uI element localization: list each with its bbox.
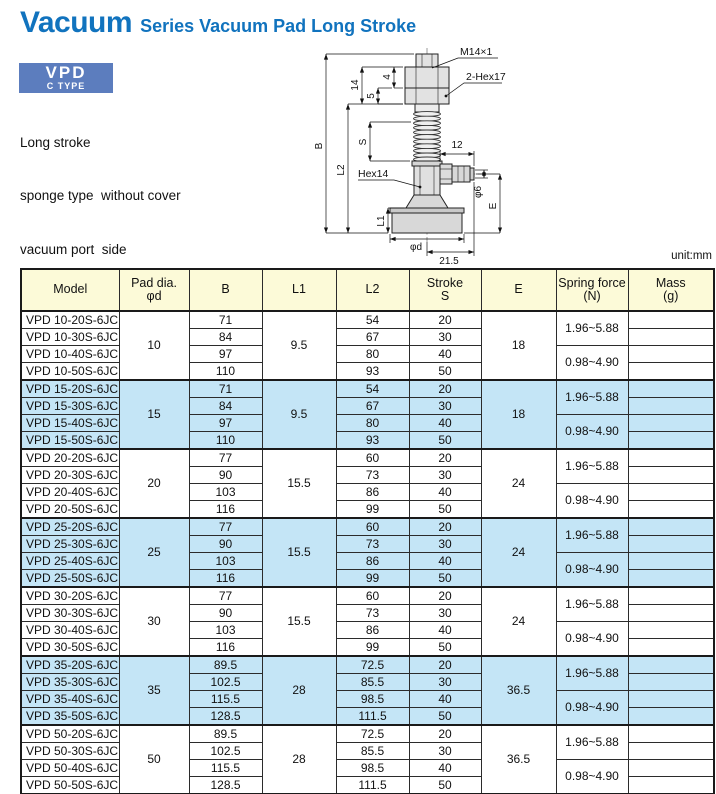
cell-l2: 73: [336, 605, 409, 622]
cell-pad-dia: 30: [119, 587, 189, 656]
cell-stroke: 50: [409, 363, 481, 381]
cell-spring-force: 0.98~4.90: [556, 760, 628, 794]
cell-model: VPD 10-20S-6JC: [21, 311, 119, 329]
dim-label-l2: L2: [336, 164, 347, 176]
cell-stroke: 40: [409, 553, 481, 570]
table-row: [21, 380, 714, 398]
cell-e: 18: [481, 380, 556, 449]
cell-l2: 67: [336, 398, 409, 415]
cell-stroke: 20: [409, 311, 481, 329]
cell-model: VPD 20-40S-6JC: [21, 484, 119, 501]
dim-label-s: S: [358, 138, 369, 146]
cell-mass: [628, 553, 714, 570]
cell-l2: 54: [336, 380, 409, 398]
cell-pad-dia: 25: [119, 518, 189, 587]
cell-b: 84: [189, 329, 262, 346]
cell-l2: 73: [336, 536, 409, 553]
cell-model: VPD 30-50S-6JC: [21, 639, 119, 657]
cell-mass: [628, 398, 714, 415]
cell-l2: 111.5: [336, 708, 409, 726]
cell-stroke: 30: [409, 605, 481, 622]
series-badge: [19, 63, 113, 93]
spec-table: [20, 268, 715, 794]
cell-l2: 60: [336, 587, 409, 605]
cell-mass: [628, 536, 714, 553]
cell-mass: [628, 587, 714, 605]
cell-model: VPD 20-50S-6JC: [21, 501, 119, 519]
table-row: [21, 656, 714, 674]
cell-mass: [628, 777, 714, 794]
cell-l2: 72.5: [336, 725, 409, 743]
technical-drawing: [312, 34, 708, 266]
cell-stroke: 30: [409, 398, 481, 415]
cell-stroke: 50: [409, 639, 481, 657]
cell-mass: [628, 656, 714, 674]
cell-l2: 85.5: [336, 743, 409, 760]
cell-l2: 73: [336, 467, 409, 484]
cell-stroke: 30: [409, 467, 481, 484]
cell-stroke: 20: [409, 587, 481, 605]
cell-spring-force: 0.98~4.90: [556, 553, 628, 588]
cell-mass: [628, 432, 714, 450]
cell-model: VPD 30-40S-6JC: [21, 622, 119, 639]
column-header: Stroke S: [409, 269, 481, 311]
cell-stroke: 40: [409, 484, 481, 501]
cell-b: 103: [189, 484, 262, 501]
cell-stroke: 30: [409, 743, 481, 760]
vacuum-pad-part: [405, 54, 449, 112]
cell-mass: [628, 415, 714, 432]
cell-l1: 15.5: [262, 587, 336, 656]
cell-spring-force: 0.98~4.90: [556, 622, 628, 657]
cell-model: VPD 50-20S-6JC: [21, 725, 119, 743]
cell-b: 128.5: [189, 708, 262, 726]
cell-b: 84: [189, 398, 262, 415]
cell-b: 90: [189, 467, 262, 484]
cell-mass: [628, 743, 714, 760]
cell-b: 116: [189, 570, 262, 588]
cell-stroke: 50: [409, 501, 481, 519]
cell-l1: 9.5: [262, 380, 336, 449]
cell-b: 97: [189, 346, 262, 363]
cell-b: 71: [189, 311, 262, 329]
cell-l2: 86: [336, 484, 409, 501]
cell-l2: 60: [336, 449, 409, 467]
cell-l2: 80: [336, 415, 409, 432]
cell-spring-force: 1.96~5.88: [556, 380, 628, 415]
column-header: B: [189, 269, 262, 311]
cell-model: VPD 35-50S-6JC: [21, 708, 119, 726]
cell-mass: [628, 501, 714, 519]
cell-pad-dia: 50: [119, 725, 189, 794]
dim-label-e: E: [488, 202, 499, 210]
cell-model: VPD 20-30S-6JC: [21, 467, 119, 484]
cell-model: VPD 10-30S-6JC: [21, 329, 119, 346]
cell-model: VPD 30-20S-6JC: [21, 587, 119, 605]
cell-mass: [628, 518, 714, 536]
cell-model: VPD 15-20S-6JC: [21, 380, 119, 398]
cell-mass: [628, 760, 714, 777]
cell-spring-force: 0.98~4.90: [556, 415, 628, 450]
dim-label-port-dia: φ6: [473, 185, 484, 199]
column-header: Mass (g): [628, 269, 714, 311]
table-row: [21, 725, 714, 743]
series-name: Vacuum: [20, 6, 133, 39]
cell-l2: 99: [336, 501, 409, 519]
column-header: L1: [262, 269, 336, 311]
cell-b: 71: [189, 380, 262, 398]
spec-table-header: [21, 269, 714, 311]
unit-note: unit:mm: [671, 250, 712, 262]
cell-stroke: 20: [409, 725, 481, 743]
cell-l2: 99: [336, 570, 409, 588]
cell-model: VPD 25-30S-6JC: [21, 536, 119, 553]
cell-mass: [628, 622, 714, 639]
cell-e: 24: [481, 587, 556, 656]
cell-b: 90: [189, 536, 262, 553]
cell-mass: [628, 725, 714, 743]
cell-b: 115.5: [189, 691, 262, 708]
cell-l2: 98.5: [336, 691, 409, 708]
cell-b: 97: [189, 415, 262, 432]
cell-mass: [628, 605, 714, 622]
cell-b: 115.5: [189, 760, 262, 777]
dim-label-pad-dia: φd: [409, 242, 423, 253]
dim-label-12: 12: [451, 140, 463, 151]
cell-e: 36.5: [481, 656, 556, 725]
table-row: [21, 449, 714, 467]
cell-model: VPD 50-50S-6JC: [21, 777, 119, 794]
column-header: Spring force (N): [556, 269, 628, 311]
dim-label-21-5: 21.5: [439, 256, 459, 266]
column-header: E: [481, 269, 556, 311]
cell-b: 103: [189, 553, 262, 570]
column-header: Model: [21, 269, 119, 311]
cell-e: 24: [481, 518, 556, 587]
cell-model: VPD 25-50S-6JC: [21, 570, 119, 588]
cell-stroke: 40: [409, 691, 481, 708]
cell-mass: [628, 674, 714, 691]
cell-spring-force: 0.98~4.90: [556, 484, 628, 519]
cell-stroke: 20: [409, 380, 481, 398]
page-subtitle: Series Vacuum Pad Long Stroke: [140, 16, 417, 36]
cell-model: VPD 15-40S-6JC: [21, 415, 119, 432]
cell-l2: 86: [336, 553, 409, 570]
cell-spring-force: 0.98~4.90: [556, 691, 628, 726]
cell-stroke: 20: [409, 449, 481, 467]
cell-l1: 28: [262, 656, 336, 725]
cell-b: 102.5: [189, 674, 262, 691]
cell-mass: [628, 570, 714, 588]
cell-mass: [628, 363, 714, 381]
cell-mass: [628, 467, 714, 484]
cell-stroke: 30: [409, 674, 481, 691]
cell-model: VPD 15-30S-6JC: [21, 398, 119, 415]
cell-model: VPD 20-20S-6JC: [21, 449, 119, 467]
cell-b: 89.5: [189, 725, 262, 743]
description-line: sponge type without cover: [20, 188, 181, 204]
cell-model: VPD 35-40S-6JC: [21, 691, 119, 708]
vacuum-pad-lower: [390, 161, 474, 233]
cell-mass: [628, 484, 714, 501]
cell-l2: 54: [336, 311, 409, 329]
cell-spring-force: 0.98~4.90: [556, 346, 628, 381]
spec-table-body: [21, 311, 714, 794]
dim-label-l1: L1: [376, 215, 387, 227]
cell-pad-dia: 35: [119, 656, 189, 725]
cell-mass: [628, 311, 714, 329]
cell-e: 24: [481, 449, 556, 518]
cell-e: 18: [481, 311, 556, 380]
badge-series-label: VPD: [45, 63, 87, 83]
cell-l2: 72.5: [336, 656, 409, 674]
badge-type-label: C TYPE: [46, 81, 86, 92]
cell-l2: 85.5: [336, 674, 409, 691]
cell-model: VPD 35-20S-6JC: [21, 656, 119, 674]
cell-b: 110: [189, 432, 262, 450]
cell-mass: [628, 639, 714, 657]
cell-spring-force: 1.96~5.88: [556, 656, 628, 691]
dim-label-b: B: [314, 142, 325, 150]
cell-mass: [628, 329, 714, 346]
cell-b: 77: [189, 449, 262, 467]
cell-b: 103: [189, 622, 262, 639]
cell-l2: 99: [336, 639, 409, 657]
cell-b: 110: [189, 363, 262, 381]
cell-stroke: 40: [409, 760, 481, 777]
cell-b: 116: [189, 501, 262, 519]
cell-model: VPD 50-40S-6JC: [21, 760, 119, 777]
cell-l2: 86: [336, 622, 409, 639]
cell-pad-dia: 10: [119, 311, 189, 380]
dim-label-5: 5: [366, 93, 377, 99]
cell-model: VPD 50-30S-6JC: [21, 743, 119, 760]
cell-l2: 93: [336, 363, 409, 381]
cell-mass: [628, 346, 714, 363]
cell-l1: 28: [262, 725, 336, 794]
spring-coils: [414, 112, 441, 162]
description-line: Long stroke: [20, 134, 91, 150]
cell-l1: 15.5: [262, 449, 336, 518]
cell-spring-force: 1.96~5.88: [556, 449, 628, 484]
cell-b: 77: [189, 518, 262, 536]
cell-b: 116: [189, 639, 262, 657]
cell-mass: [628, 380, 714, 398]
cell-spring-force: 1.96~5.88: [556, 311, 628, 346]
cell-l2: 98.5: [336, 760, 409, 777]
cell-stroke: 20: [409, 656, 481, 674]
dim-label-14: 14: [350, 79, 361, 91]
label-body-hex: Hex14: [358, 168, 389, 180]
cell-stroke: 40: [409, 415, 481, 432]
cell-stroke: 50: [409, 777, 481, 794]
cell-l1: 15.5: [262, 518, 336, 587]
cell-stroke: 20: [409, 518, 481, 536]
cell-l1: 9.5: [262, 311, 336, 380]
cell-b: 77: [189, 587, 262, 605]
cell-b: 89.5: [189, 656, 262, 674]
label-thread: M14×1: [460, 46, 493, 58]
cell-l2: 80: [336, 346, 409, 363]
cell-model: VPD 25-40S-6JC: [21, 553, 119, 570]
cell-l2: 93: [336, 432, 409, 450]
cell-b: 102.5: [189, 743, 262, 760]
cell-mass: [628, 708, 714, 726]
cell-model: VPD 25-20S-6JC: [21, 518, 119, 536]
table-row: [21, 587, 714, 605]
cell-stroke: 40: [409, 346, 481, 363]
product-description: [20, 98, 181, 294]
cell-model: VPD 30-30S-6JC: [21, 605, 119, 622]
cell-l2: 111.5: [336, 777, 409, 794]
cell-spring-force: 1.96~5.88: [556, 587, 628, 622]
cell-stroke: 30: [409, 536, 481, 553]
dim-label-4: 4: [382, 74, 393, 80]
cell-mass: [628, 449, 714, 467]
cell-b: 90: [189, 605, 262, 622]
cell-model: VPD 15-50S-6JC: [21, 432, 119, 450]
cell-spring-force: 1.96~5.88: [556, 725, 628, 760]
cell-l2: 60: [336, 518, 409, 536]
label-nuts: 2-Hex17: [466, 71, 506, 83]
cell-stroke: 40: [409, 622, 481, 639]
table-row: [21, 518, 714, 536]
cell-pad-dia: 15: [119, 380, 189, 449]
cell-b: 128.5: [189, 777, 262, 794]
column-header: Pad dia. φd: [119, 269, 189, 311]
cell-stroke: 50: [409, 432, 481, 450]
table-row: [21, 311, 714, 329]
cell-l2: 67: [336, 329, 409, 346]
cell-pad-dia: 20: [119, 449, 189, 518]
cell-stroke: 50: [409, 708, 481, 726]
cell-stroke: 50: [409, 570, 481, 588]
cell-spring-force: 1.96~5.88: [556, 518, 628, 553]
cell-e: 36.5: [481, 725, 556, 794]
cell-stroke: 30: [409, 329, 481, 346]
description-line: vacuum port side: [20, 241, 127, 257]
cell-model: VPD 10-40S-6JC: [21, 346, 119, 363]
column-header: L2: [336, 269, 409, 311]
cell-model: VPD 35-30S-6JC: [21, 674, 119, 691]
cell-model: VPD 10-50S-6JC: [21, 363, 119, 381]
cell-mass: [628, 691, 714, 708]
